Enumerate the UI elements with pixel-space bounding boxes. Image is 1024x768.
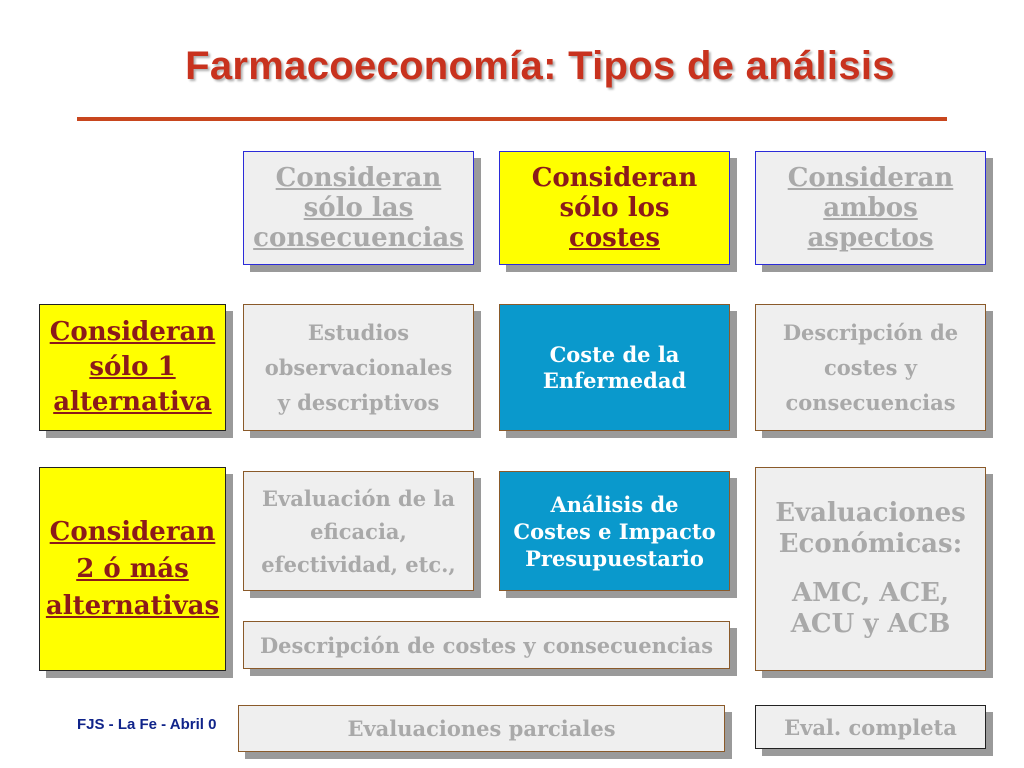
partial-evaluations-label	[238, 705, 725, 752]
header-costs-only	[499, 151, 730, 265]
cell-description-line3: consecuencias	[785, 390, 956, 415]
cell-observational-line2: observacionales	[264, 355, 453, 380]
cell-budget-line1: Análisis de	[550, 491, 679, 517]
page-title: Farmacoeconomía: Tipos de análisis	[185, 44, 895, 88]
row-one-line2: sólo 1	[89, 352, 176, 382]
complete-evaluation-label	[755, 705, 986, 749]
cell-efficacy-line1: Evaluación de la	[262, 485, 455, 511]
cell-economic-evaluations	[755, 467, 986, 671]
row-header-two-or-more	[39, 467, 226, 671]
partial-evaluations-text: Evaluaciones parciales	[347, 716, 616, 741]
header-both-line1: Consideran	[787, 163, 954, 193]
row-two-line3: alternativas	[45, 590, 220, 621]
cell-observational-studies	[243, 304, 474, 431]
complete-evaluation-text: Eval. completa	[784, 714, 957, 740]
cell-cost-consequence-description	[755, 304, 986, 431]
cell-description-line1: Descripción de	[782, 320, 959, 345]
footer-text: FJS - La Fe - Abril 0	[77, 716, 217, 733]
cell-efficacy-line3: efectividad, etc.,	[261, 551, 456, 577]
cell-wide-cost-consequence-description	[243, 621, 730, 669]
cell-economic-line2: Económicas:	[778, 529, 963, 559]
cell-efficacy-evaluation	[243, 471, 474, 591]
header-consequences-only	[243, 151, 474, 265]
row-two-line1: Consideran	[49, 516, 216, 547]
cell-economic-types-line1: AMC, ACE,	[791, 578, 950, 608]
header-consequences-line1: Consideran	[275, 163, 442, 193]
header-both-line3: aspectos	[807, 223, 934, 253]
cell-cost-illness-line1: Coste de la	[549, 341, 680, 367]
cell-cost-illness-line2: Enfermedad	[542, 367, 687, 393]
header-costs-line1: Consideran	[531, 163, 698, 193]
header-consequences-line2: sólo las	[303, 193, 414, 223]
cell-economic-types-line2: ACU y ACB	[790, 609, 951, 639]
cell-budget-line2: Costes e Impacto	[513, 518, 716, 544]
row-header-one-alternative	[39, 304, 226, 431]
row-two-line2: 2 ó más	[76, 553, 189, 584]
cell-observational-line1: Estudios	[307, 320, 410, 345]
cell-observational-line3: y descriptivos	[277, 390, 440, 415]
cell-budget-line3: Presupuestario	[525, 545, 704, 571]
header-both-aspects	[755, 151, 986, 265]
row-one-line3: alternativa	[53, 387, 212, 417]
cell-cost-of-illness	[499, 304, 730, 431]
header-costs-line3: costes	[569, 223, 660, 253]
header-costs-line2: sólo los	[559, 193, 670, 223]
cell-cost-budget-impact	[499, 471, 730, 591]
cell-wide-description-label: Descripción de costes y consecuencias	[259, 632, 714, 658]
cell-efficacy-line2: eficacia,	[310, 518, 407, 544]
row-one-line1: Consideran	[49, 317, 216, 347]
title-underline	[77, 117, 947, 121]
cell-economic-spacer	[775, 560, 966, 578]
cell-description-line2: costes y	[823, 355, 917, 380]
header-both-line2: ambos	[823, 193, 918, 223]
header-consequences-line3: consecuencias	[253, 223, 464, 253]
cell-economic-line1: Evaluaciones	[775, 498, 966, 528]
